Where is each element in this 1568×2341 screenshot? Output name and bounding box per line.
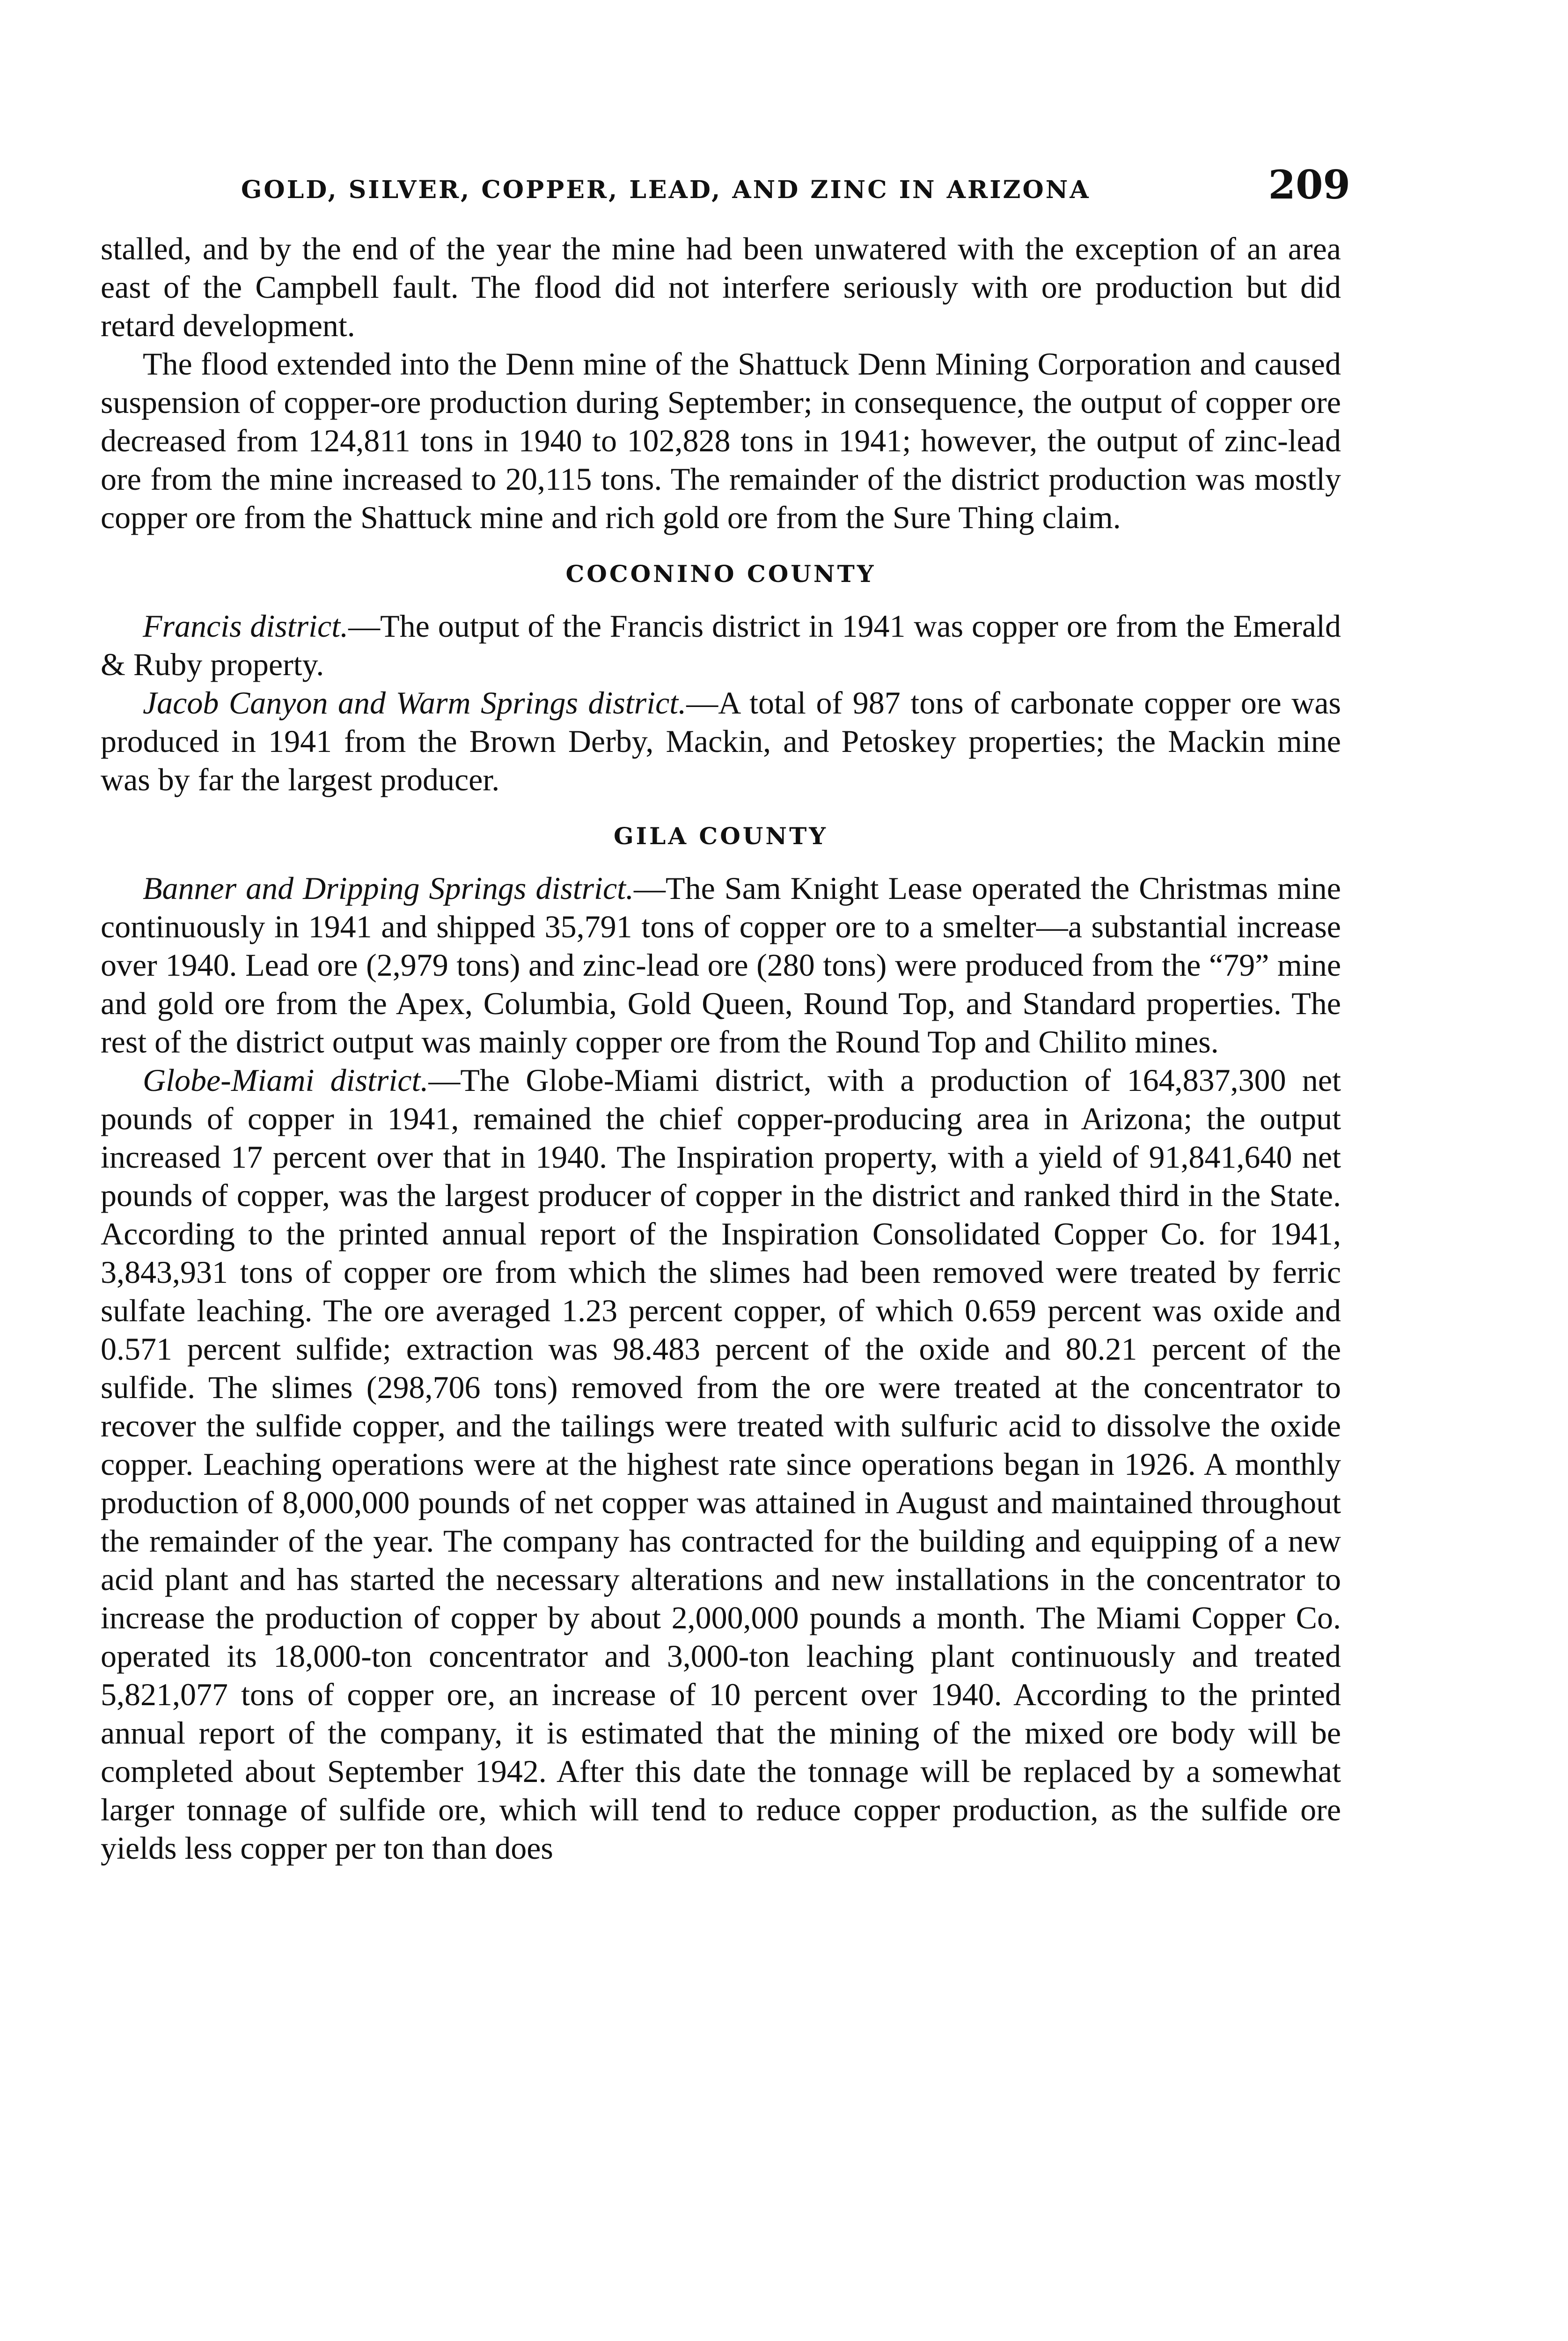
running-title: GOLD, SILVER, COPPER, LEAD, AND ZINC IN ARIZONA <box>241 176 1091 204</box>
paragraph-globe-miami-district <box>101 1061 1341 1867</box>
paragraph-text: —The Sam Knight Lease operated the Christmas mine continuously in 1941 and shipped 35,791 tons of copper ore to a smelter—a substantial increase over 1940. Lead ore (2,979 tons) and zinc-lead ore (280 tons) were produced from the “79” mine and gold ore from the Apex, Columbia, Gold Queen, Round Top, and Standard properties. The rest of the district output was mainly copper ore from the Round Top and Chilito mines. <box>101 870 1341 1060</box>
district-name-jacob-canyon: Jacob Canyon and Warm Springs district. <box>143 685 687 721</box>
paragraph-text: —The output of the Francis district in 1941 was copper ore from the Emerald & Ruby property. <box>101 608 1341 682</box>
paragraph-denn-mine: The flood extended into the Denn mine of the Shattuck Denn Mining Corporation and caused suspension of copper-ore production during September; in consequence, the output of copper ore decreased from 124,811 tons in 1940 to 102,828 tons in 1941; however, the output of zinc-lead ore from the mine increased to 20,115 tons. The remainder of the district production was mostly copper ore from the Shattuck mine and rich gold ore from the Sure Thing claim. <box>101 346 1341 535</box>
section-heading-gila: GILA COUNTY <box>613 822 828 850</box>
district-name-globe-miami: Globe-Miami district. <box>143 1062 429 1098</box>
district-name-banner: Banner and Dripping Springs district. <box>143 870 634 906</box>
paragraph-text: —The Globe-Miami district, with a production of 164,837,300 net pounds of copper in 1941, remained the chief copper-producing area in Arizona; the output increased 17 percent over that in 1940. The Inspiration property, with a yield of 91,841,640 net pounds of copper, was the largest producer of copper in the district and ranked third in the State. According to the printed annual report of the Inspiration Consolidated Copper Co. for 1941, 3,843,931 tons of copper ore from which the slimes had been removed were treated by ferric sulfate leaching. The ore averaged 1.23 percent copper, of which 0.659 percent was oxide and 0.571 percent sulfide; extraction was 98.483 percent of the oxide and 80.21 percent of the sulfide. The slimes (298,706 tons) removed from the ore were treated at the concentrator to recover the sulfide copper, and the tailings were treated with sulfuric acid to dissolve the oxide copper. Leaching operations were at the highest rate since operations began in 1926. A monthly production of 8,000,000 pounds of net copper was attained in August and maintained throughout the remainder of the year. The company has contracted for the building and equipping of a new acid plant and has started the necessary alterations and new installations in the concentrator to increase the production of copper by about 2,000,000 pounds a month. The Miami Copper Co. operated its 18,000-ton concentrator and 3,000-ton leaching plant continuously and treated 5,821,077 tons of copper ore, an increase of 10 percent over 1940. According to the printed annual report of the company, it is estimated that the mining of the mixed ore body will be completed about September 1942. After this date the tonnage will be replaced by a somewhat larger tonnage of sulfide ore, which will tend to reduce copper production, as the sulfide ore yields less copper per ton than does <box>101 1062 1341 1866</box>
paragraph-francis-district <box>101 607 1341 684</box>
paragraph-continued: stalled, and by the end of the year the mine had been unwatered with the exception of an area east of the Campbell fault. The flood did not interfere seriously with ore production but did retard development. <box>101 231 1341 343</box>
paragraph-text: —A total of 987 tons of carbonate copper ore was produced in 1941 from the Brown Derby, Mackin, and Petoskey properties; the Mackin mine was by far the largest producer. <box>101 685 1341 797</box>
paragraph-banner-district <box>101 869 1341 1061</box>
district-name-francis: Francis district. <box>143 608 349 644</box>
document-page <box>101 159 1350 1867</box>
page-number: 209 <box>1268 162 1350 208</box>
running-header <box>101 159 1350 211</box>
section-heading-coconino: COCONINO COUNTY <box>565 560 876 588</box>
paragraph-jacob-canyon-district <box>101 684 1341 799</box>
